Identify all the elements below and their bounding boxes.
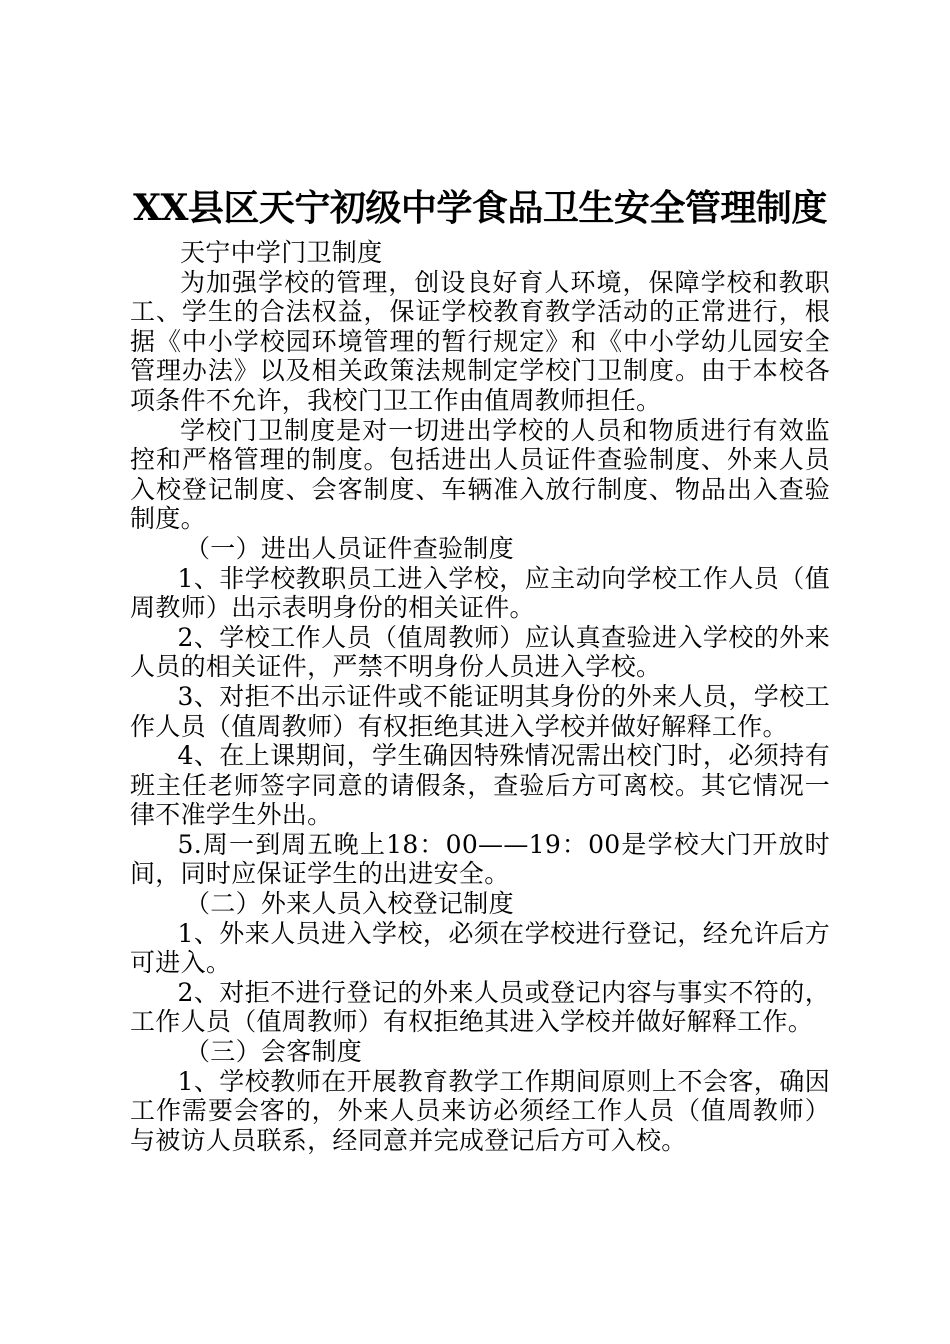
rule-item: 3、对拒不出示证件或不能证明其身份的外来人员，学校工作人员（值周教师）有权拒绝其进入学校并做好解释工作。 [130, 681, 830, 741]
rule-item: 1、学校教师在开展教育教学工作期间原则上不会客，确因工作需要会客的，外来人员来访必须经工作人员（值周教师）与被访人员联系，经同意并完成登记后方可入校。 [130, 1066, 830, 1155]
rule-item: 1、非学校教职员工进入学校，应主动向学校工作人员（值周教师）出示表明身份的相关证件。 [130, 563, 830, 623]
rule-item: 2、学校工作人员（值周教师）应认真查验进入学校的外来人员的相关证件，严禁不明身份人员进入学校。 [130, 622, 830, 682]
section-heading: （二）外来人员入校登记制度 [185, 889, 514, 919]
rule-item: 4、在上课期间，学生确因特殊情况需出校门时，必须持有班主任老师签字同意的请假条，查验后方可离校。其它情况一律不准学生外出。 [130, 741, 830, 830]
intro-paragraph: 为加强学校的管理，创设良好育人环境，保障学校和教职工、学生的合法权益，保证学校教育教学活动的正常进行，根据《中小学校园环境管理的暂行规定》和《中小学幼儿园安全管理办法》以及相关政策法规制定学校门卫制度。由于本校各项条件不允许，我校门卫工作由值周教师担任。 [130, 267, 830, 415]
document-title: XX县区天宁初级中学食品卫生安全管理制度 [133, 187, 827, 229]
document-page [130, 180, 830, 1155]
section-heading: （一）进出人员证件查验制度 [185, 533, 514, 563]
rule-item: 5.周一到周五晚上18：00——19：00是学校大门开放时间，同时应保证学生的出进安全。 [130, 829, 830, 889]
section-heading: （三）会客制度 [185, 1037, 363, 1067]
subtitle-paragraph: 天宁中学门卫制度 [180, 238, 383, 267]
definition-paragraph: 学校门卫制度是对一切进出学校的人员和物质进行有效监控和严格管理的制度。包括进出人员证件查验制度、外来人员入校登记制度、会客制度、车辆准入放行制度、物品出入查验制度。 [130, 415, 830, 534]
rule-item: 2、对拒不进行登记的外来人员或登记内容与事实不符的，工作人员（值周教师）有权拒绝其进入学校并做好解释工作。 [130, 977, 830, 1037]
rule-item: 1、外来人员进入学校，必须在学校进行登记，经允许后方可进入。 [130, 918, 830, 978]
